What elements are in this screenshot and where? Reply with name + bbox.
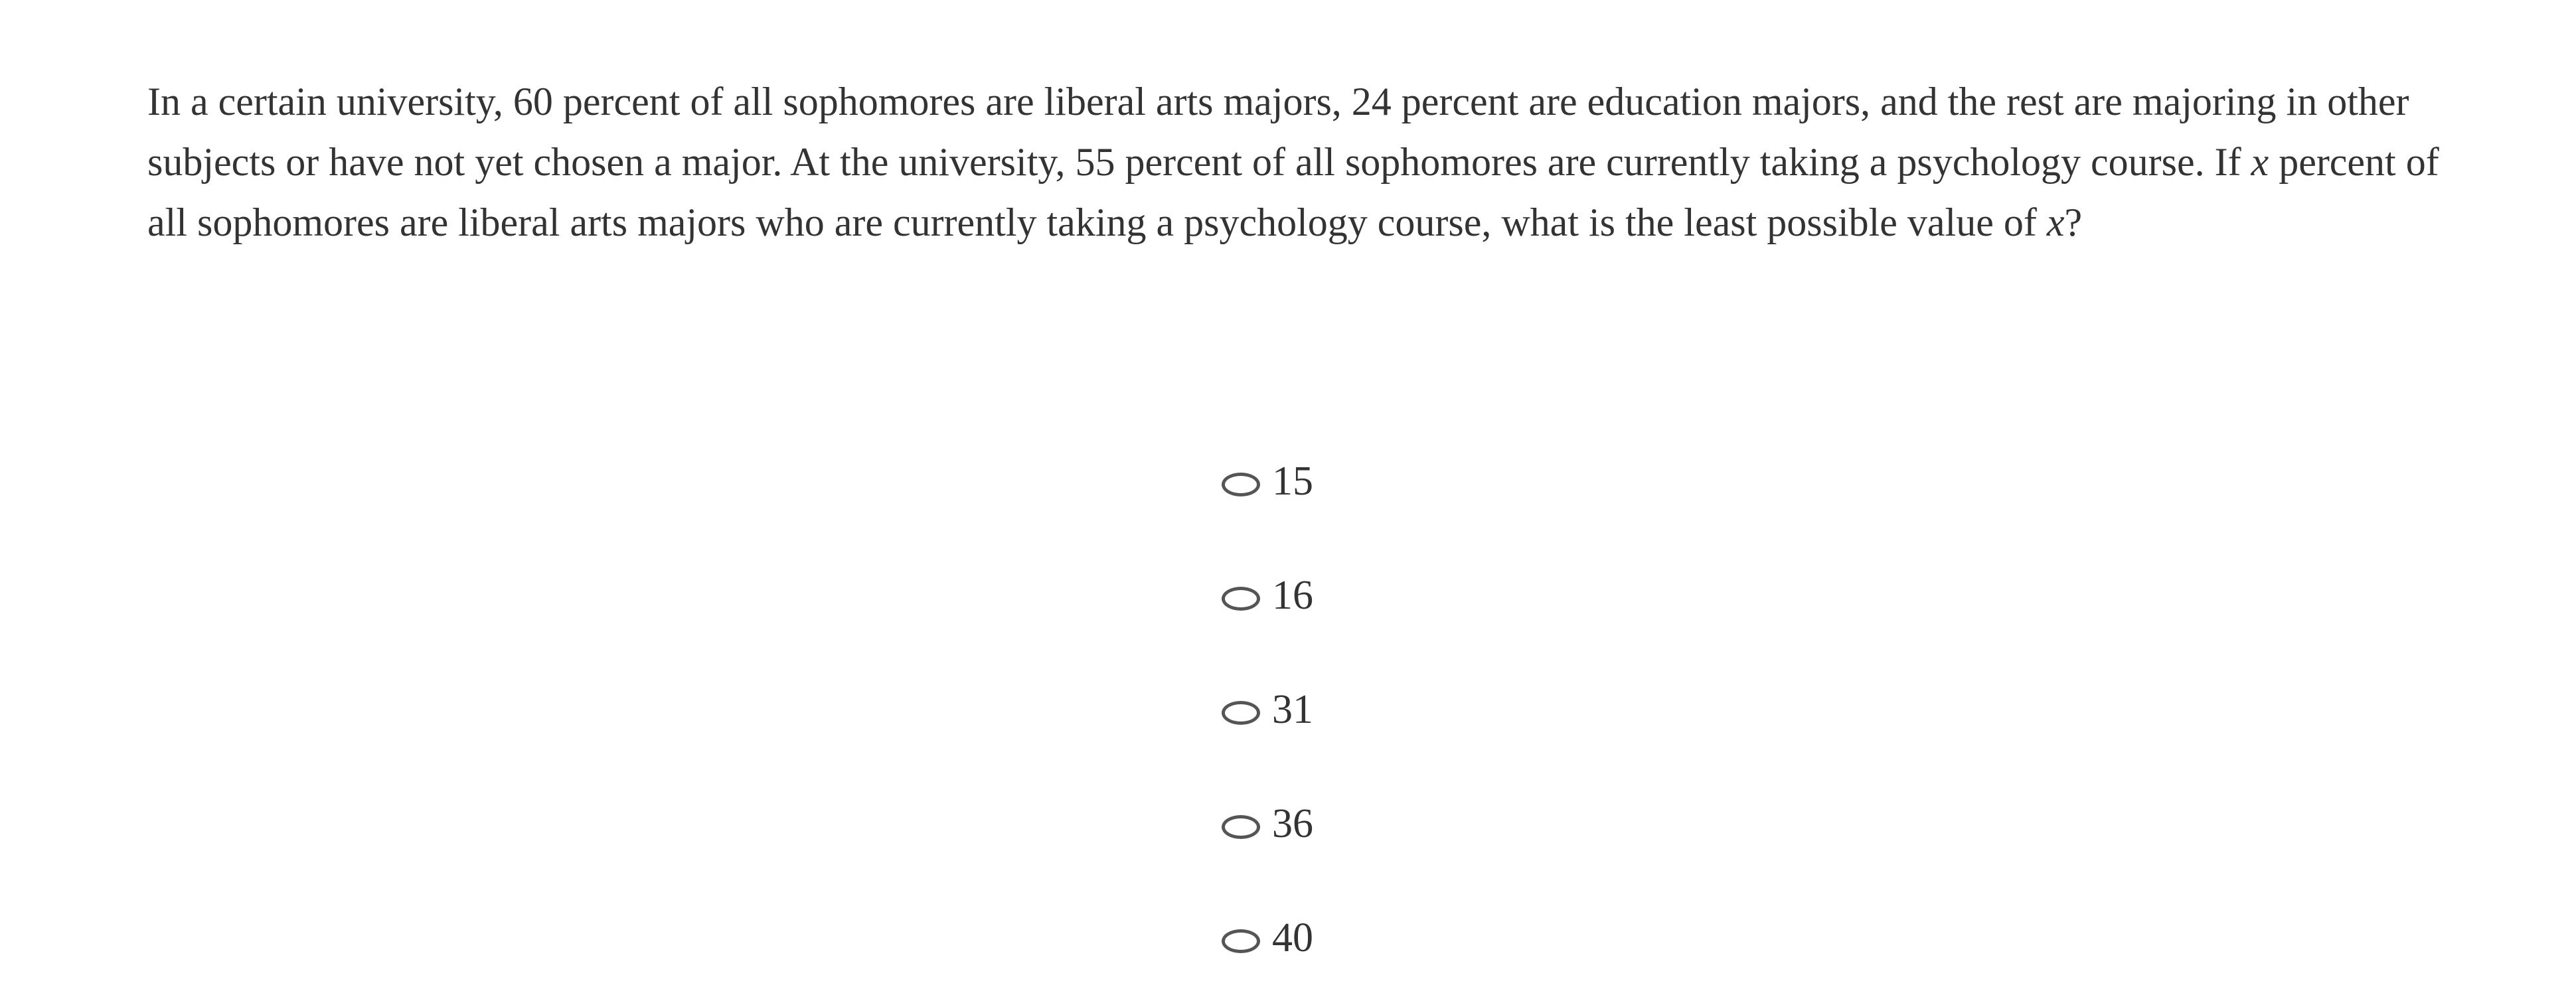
question-part-1: In a certain university, 60 percent of all sophomores are liberal arts majors, 24 percent are education majors, and the rest are majoring in other subjects or have not yet chosen a major. At the university, 55 percent of all sophomores are currently taking a psychology course. If [147,80,2409,184]
answer-choice-5[interactable] [1222,908,1313,968]
radio-button-icon[interactable] [1222,929,1260,953]
answer-choice-3[interactable] [1222,680,1313,739]
radio-button-icon[interactable] [1222,587,1260,611]
answer-choice-label: 36 [1272,801,1313,846]
answer-choice-4[interactable] [1222,794,1313,854]
radio-button-icon[interactable] [1222,701,1260,725]
answer-choice-1[interactable] [1222,451,1313,511]
answer-choice-label: 16 [1272,573,1313,618]
question-part-2: percent of all sophomores are liberal arts majors who are currently taking a psychology course, what is the least possible value of [147,140,2439,244]
math-variable-x: x [2251,140,2269,184]
answer-choice-label: 31 [1272,687,1313,732]
radio-button-icon[interactable] [1222,473,1260,496]
radio-button-icon[interactable] [1222,815,1260,839]
answer-choice-label: 40 [1272,915,1313,960]
question-text [147,72,2471,253]
math-variable-x: x [2046,200,2065,244]
answer-choices [1222,451,1313,968]
answer-choice-2[interactable] [1222,566,1313,625]
answer-choice-label: 15 [1272,459,1313,504]
question-part-3: ? [2064,200,2083,244]
